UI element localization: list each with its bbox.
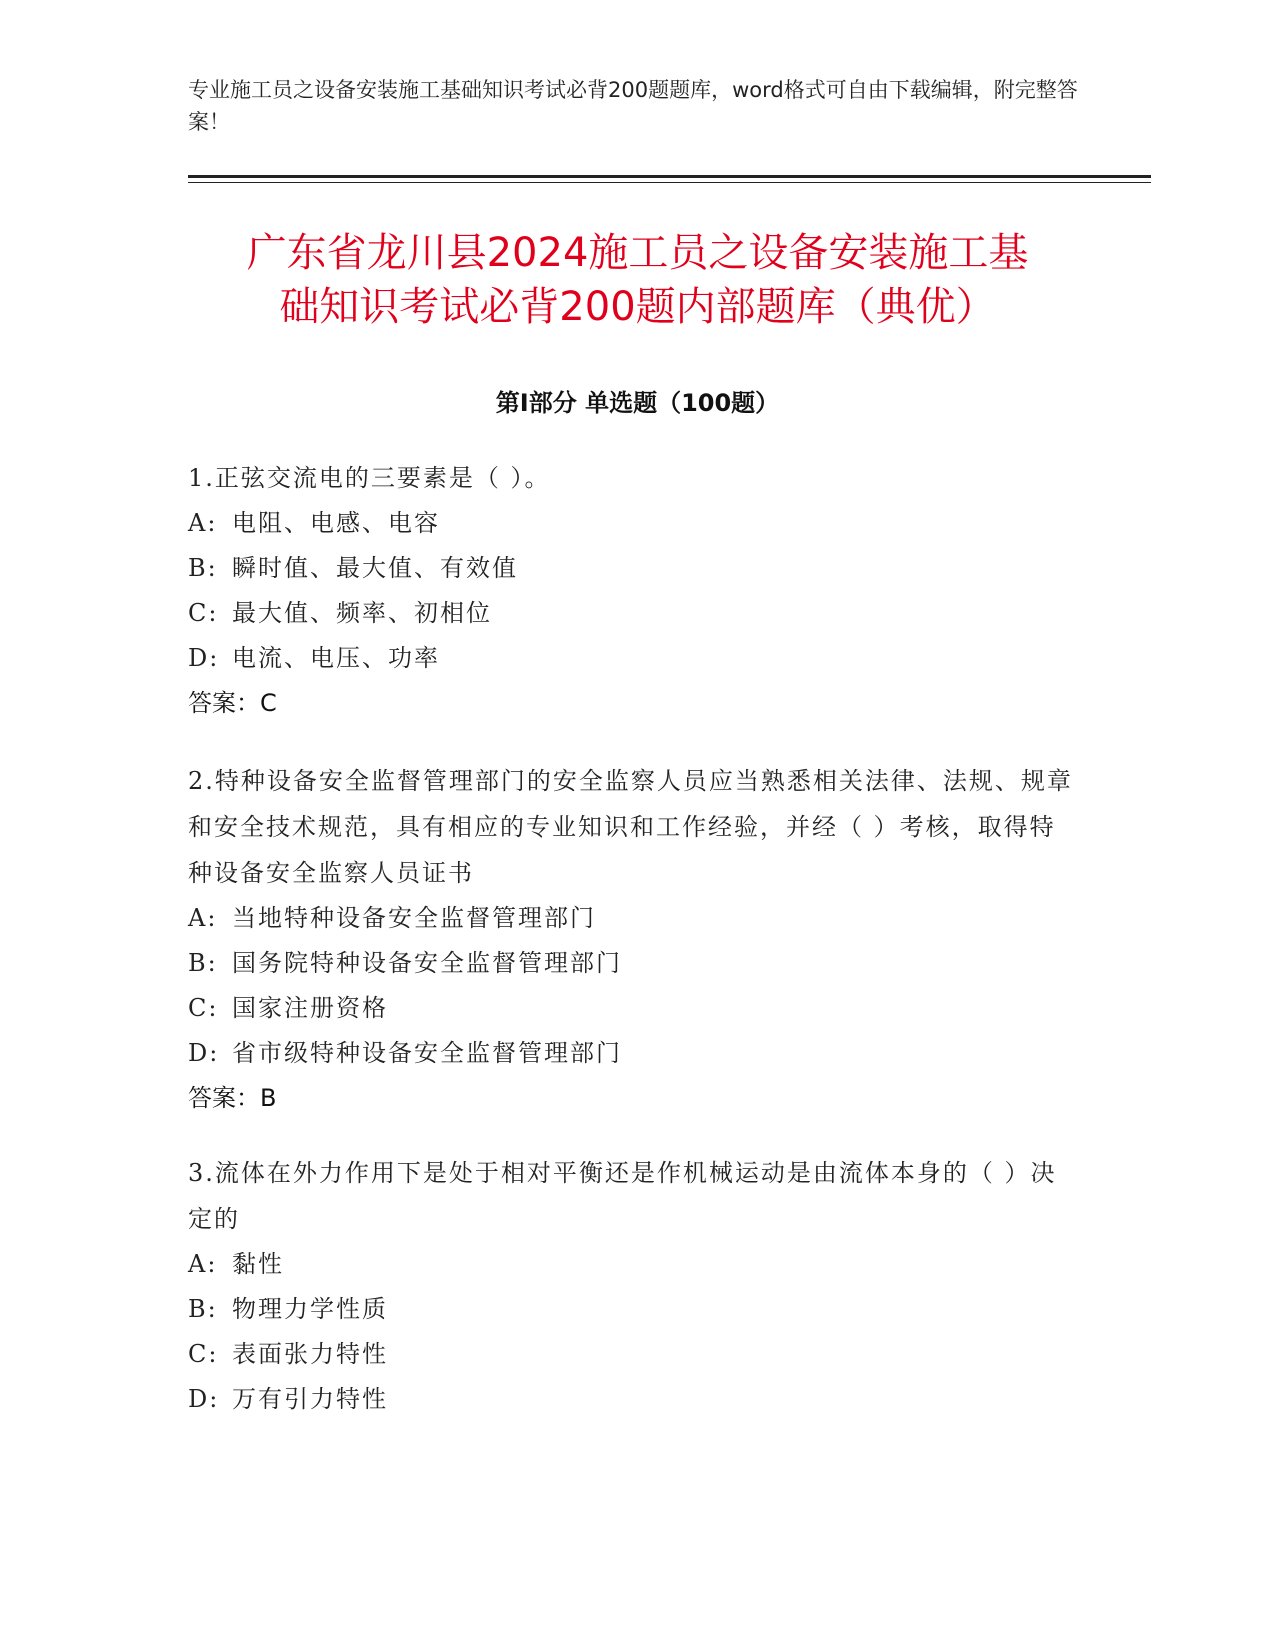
- option-key: B:: [188, 554, 218, 582]
- option-a: [188, 501, 1078, 546]
- option-text: 国家注册资格: [232, 994, 388, 1022]
- header-note: 专业施工员之设备安装施工基础知识考试必背200题题库，word格式可自由下载编辑，附完整答案！: [188, 78, 1078, 134]
- answer-label: 答案：: [188, 689, 260, 717]
- option-key: C:: [188, 994, 219, 1022]
- option-key: C:: [188, 1340, 219, 1368]
- option-c: [188, 1332, 1078, 1377]
- answer-line: [188, 1076, 1078, 1120]
- answer-value: B: [260, 1084, 277, 1112]
- option-text: 省市级特种设备安全监督管理部门: [232, 1039, 622, 1067]
- option-b: [188, 1287, 1078, 1332]
- header-divider-thin: [188, 182, 1151, 183]
- option-key: A:: [188, 1250, 218, 1278]
- option-b: [188, 546, 1078, 591]
- document-title-line1: 广东省龙川县2024施工员之设备安装施工基: [246, 230, 1029, 276]
- option-d: [188, 636, 1078, 681]
- option-key: B:: [188, 949, 218, 977]
- option-key: D:: [188, 644, 220, 672]
- option-key: C:: [188, 599, 219, 627]
- question-stem: 3.流体在外力作用下是处于相对平衡还是作机械运动是由流体本身的（ ）决定的: [188, 1159, 1057, 1233]
- option-d: [188, 1031, 1078, 1076]
- answer-label: 答案：: [188, 1084, 260, 1112]
- option-key: D:: [188, 1385, 220, 1413]
- option-d: [188, 1377, 1078, 1422]
- document-title-line2: 础知识考试必背200题内部题库（典优）: [279, 284, 996, 330]
- answer-line: [188, 681, 1078, 725]
- option-b: [188, 941, 1078, 986]
- question-stem: 2.特种设备安全监督管理部门的安全监察人员应当熟悉相关法律、法规、规章和安全技术规范，具有相应的专业知识和工作经验，并经（ ）考核，取得特种设备安全监察人员证书: [188, 767, 1073, 887]
- question-3: [188, 1150, 1078, 1422]
- header-divider-thick: [188, 175, 1151, 178]
- option-text: 物理力学性质: [232, 1295, 388, 1323]
- option-text: 最大值、频率、初相位: [232, 599, 492, 627]
- option-text: 国务院特种设备安全监督管理部门: [232, 949, 622, 977]
- option-text: 黏性: [232, 1250, 284, 1278]
- option-text: 万有引力特性: [232, 1385, 388, 1413]
- section-heading: 第Ⅰ部分 单选题（100题）: [495, 389, 780, 417]
- option-key: D:: [188, 1039, 220, 1067]
- answer-value: C: [260, 689, 277, 717]
- option-text: 当地特种设备安全监督管理部门: [232, 904, 596, 932]
- option-key: A:: [188, 904, 218, 932]
- option-key: B:: [188, 1295, 218, 1323]
- option-a: [188, 1242, 1078, 1287]
- option-c: [188, 986, 1078, 1031]
- option-text: 电阻、电感、电容: [232, 509, 440, 537]
- document-title: [150, 226, 1125, 334]
- option-key: A:: [188, 509, 218, 537]
- option-text: 表面张力特性: [232, 1340, 388, 1368]
- option-c: [188, 591, 1078, 636]
- question-1: [188, 455, 1078, 725]
- option-text: 瞬时值、最大值、有效值: [232, 554, 518, 582]
- question-stem: 1.正弦交流电的三要素是（ ）。: [188, 464, 551, 492]
- option-a: [188, 896, 1078, 941]
- option-text: 电流、电压、功率: [232, 644, 440, 672]
- question-2: [188, 758, 1078, 1120]
